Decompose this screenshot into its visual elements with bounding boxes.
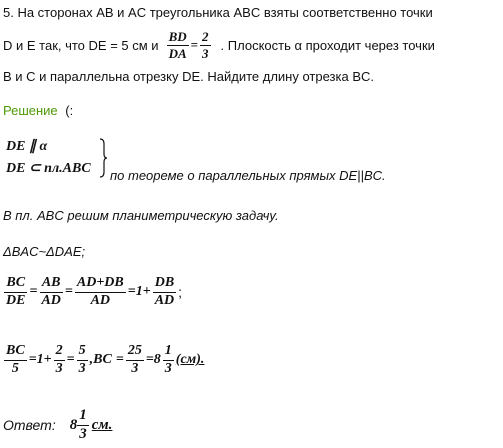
frac-denominator: AD (154, 292, 175, 308)
frac-2-3 (54, 344, 65, 376)
frac-1-3 (163, 344, 174, 376)
frac-denominator: AD (41, 292, 61, 308)
equals-sign: = (29, 284, 38, 300)
frac-ab-ad (39, 276, 62, 308)
frac-numerator: 5 (77, 344, 88, 361)
answer-label: Ответ: (3, 417, 56, 434)
answer-whole: 8 (69, 416, 78, 433)
frac-denominator: 5 (11, 360, 19, 376)
theorem-text: по теореме о параллельных прямых DE||BC. (110, 168, 386, 183)
frac-numerator: 2 (54, 344, 65, 361)
frac-numerator: AD+DB (75, 276, 126, 293)
frac-denominator: 3 (78, 360, 86, 376)
frac-numerator: 25 (126, 344, 144, 361)
frac-denominator: AD (90, 292, 111, 308)
frac-numerator: DB (153, 276, 176, 293)
frac-denominator: 3 (55, 360, 63, 376)
frac-5-3 (77, 344, 88, 376)
problem-line-2 (3, 30, 435, 60)
answer-unit: см. (91, 416, 113, 433)
problem-line-2-tail: . Плоскость α проходит через точки (220, 37, 435, 53)
ratio-bd-da (167, 30, 189, 60)
problem-line-3: B и C и параллельна отрезку DE. Найдите длину отрезка BC. (3, 69, 374, 84)
semicolon: ; (178, 284, 183, 301)
frac-denominator: 3 (131, 360, 139, 376)
frac-numerator: BC (4, 276, 27, 293)
frac-db-ad (153, 276, 176, 308)
equals-eight: =8 (145, 352, 161, 368)
ratio-denominator: DA (168, 45, 187, 61)
frac-bc-5 (4, 344, 27, 376)
frac-denominator: DE (6, 292, 26, 308)
frac-numerator: BC (4, 344, 27, 361)
right-brace-icon (100, 138, 107, 178)
problem-line-2-text: D и E так, что DE = 5 см и (3, 37, 159, 53)
solution-heading-label: Решение (3, 103, 58, 118)
ratio-value (200, 30, 211, 60)
ratio-value-numerator: 2 (202, 29, 209, 44)
equals-sign: = (66, 352, 75, 368)
problem-line-1: 5. На сторонах AB и AC треугольника ABC взяты соответственно точки (3, 5, 433, 20)
frac-bc-de (4, 276, 27, 308)
answer-value (70, 408, 113, 443)
equals-sign: = (64, 284, 73, 300)
frac-25-3 (126, 344, 144, 376)
equation-result (4, 344, 206, 376)
frac-numerator: 1 (163, 344, 174, 361)
unit-cm: (см). (175, 352, 205, 368)
equals-sign: = (115, 352, 124, 368)
answer-fraction (77, 408, 89, 443)
plane-task-text: В пл. ABC решим планиметрическую задачу. (3, 208, 279, 223)
condition-system (6, 136, 91, 180)
frac-denominator: 3 (164, 360, 172, 376)
bc-label: ,BC (89, 352, 112, 368)
frac-denominator: 3 (79, 425, 87, 442)
solution-heading-tail: (: (65, 103, 74, 118)
frac-numerator: AB (40, 276, 63, 293)
equation-ratio (4, 276, 184, 308)
ratio-value-denominator: 3 (202, 45, 209, 61)
similarity-statement: ΔBAC~ΔDAE; (3, 244, 86, 259)
equals-one-plus: =1+ (28, 352, 52, 368)
ratio-numerator: BD (168, 29, 187, 44)
ratio-equals: = (190, 37, 199, 53)
condition-in-plane: DE ⊂ пл.ABC (6, 161, 91, 176)
condition-parallel-plane: DE ∥ α (6, 139, 48, 154)
equals-one-plus: =1+ (127, 284, 151, 300)
frac-numerator: 1 (77, 408, 89, 426)
frac-adpdb-ad (75, 276, 126, 308)
answer-row (3, 408, 112, 443)
solution-heading (3, 103, 73, 118)
